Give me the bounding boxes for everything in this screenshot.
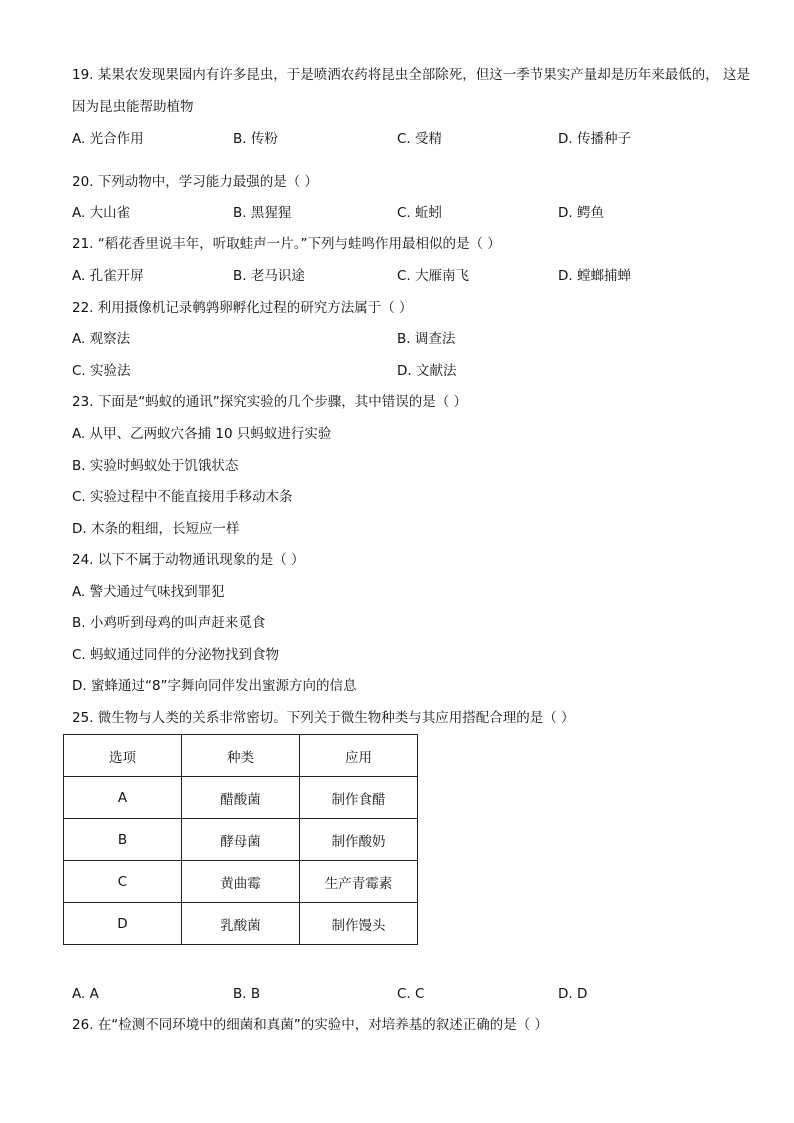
table-header-cell: 选项 [64,735,182,777]
q23-option-b: B. 实验时蚂蚁处于饥饿状态 [72,458,239,474]
q24-option-d: D. 蜜蜂通过“8”字舞向同伴发出蜜源方向的信息 [72,678,357,694]
q25-option-b: B. B [233,986,261,1002]
q25-option-a: A. A [72,986,99,1002]
q21-option-c: C. 大雁南飞 [397,268,470,284]
q20-option-d: D. 鳄鱼 [558,205,604,221]
table-cell: D [64,903,182,945]
q23-stem: 23. 下面是“蚂蚁的通讯”探究实验的几个步骤，其中错误的是（ ） [72,394,468,410]
q19-stem: 19. 某果农发现果园内有许多昆虫，于是喷洒农药将昆虫全部除死，但这一季节果实产量却是历年来最低的， 这是 [72,67,751,83]
table-row [64,861,418,903]
q19-option-b: B. 传粉 [233,131,278,147]
table-cell: A [64,777,182,819]
q25-option-c: C. C [397,986,425,1002]
q23-option-d: D. 木条的粗细，长短应一样 [72,521,240,537]
table-row [64,903,418,945]
table-cell: 醋酸菌 [182,777,300,819]
table-header-cell: 种类 [182,735,300,777]
q25-stem: 25. 微生物与人类的关系非常密切。下列关于微生物种类与其应用搭配合理的是（ ） [72,710,575,726]
table-cell: 制作食醋 [300,777,418,819]
q20-option-a: A. 大山雀 [72,205,131,221]
q19-option-a: A. 光合作用 [72,131,144,147]
q21-option-b: B. 老马识途 [233,268,305,284]
q22-option-c: C. 实验法 [72,363,131,379]
q24-option-a: A. 警犬通过气味找到罪犯 [72,584,225,600]
q19-stem-cont: 因为昆虫能帮助植物 [72,99,194,115]
q20-stem: 20. 下列动物中，学习能力最强的是（ ） [72,174,319,190]
q19-option-c: C. 受精 [397,131,443,147]
q19-option-d: D. 传播种子 [558,131,631,147]
table-cell: 酵母菌 [182,819,300,861]
table-cell: C [64,861,182,903]
table-cell: B [64,819,182,861]
q21-option-a: A. 孔雀开屏 [72,268,144,284]
q22-option-a: A. 观察法 [72,331,131,347]
q24-option-b: B. 小鸡听到母鸡的叫声赶来觅食 [72,615,266,631]
q22-stem: 22. 利用摄像机记录鹌鹑卵孵化过程的研究方法属于（ ） [72,300,413,316]
microbe-table [63,734,418,945]
q21-option-d: D. 螳螂捕蝉 [558,268,631,284]
q20-option-c: C. 蚯蚓 [397,205,443,221]
table-header-row [64,735,418,777]
q23-option-c: C. 实验过程中不能直接用手移动木条 [72,489,293,505]
table-cell: 制作酸奶 [300,819,418,861]
table-cell: 生产青霉素 [300,861,418,903]
q26-stem: 26. 在“检测不同环境中的细菌和真菌”的实验中，对培养基的叙述正确的是（ ） [72,1017,549,1033]
table-header-cell: 应用 [300,735,418,777]
table-row [64,819,418,861]
q22-option-d: D. 文献法 [397,363,457,379]
q22-option-b: B. 调查法 [397,331,456,347]
q20-option-b: B. 黑猩猩 [233,205,292,221]
table-cell: 制作馒头 [300,903,418,945]
q24-stem: 24. 以下不属于动物通讯现象的是（ ） [72,552,305,568]
q24-option-c: C. 蚂蚁通过同伴的分泌物找到食物 [72,647,280,663]
q23-option-a: A. 从甲、乙两蚁穴各捕 10 只蚂蚁进行实验 [72,426,332,442]
table-cell: 黄曲霉 [182,861,300,903]
table-cell: 乳酸菌 [182,903,300,945]
q21-stem: 21. “稻花香里说丰年，听取蛙声一片。”下列与蛙鸣作用最相似的是（ ） [72,236,501,252]
q25-option-d: D. D [558,986,588,1002]
table-row [64,777,418,819]
